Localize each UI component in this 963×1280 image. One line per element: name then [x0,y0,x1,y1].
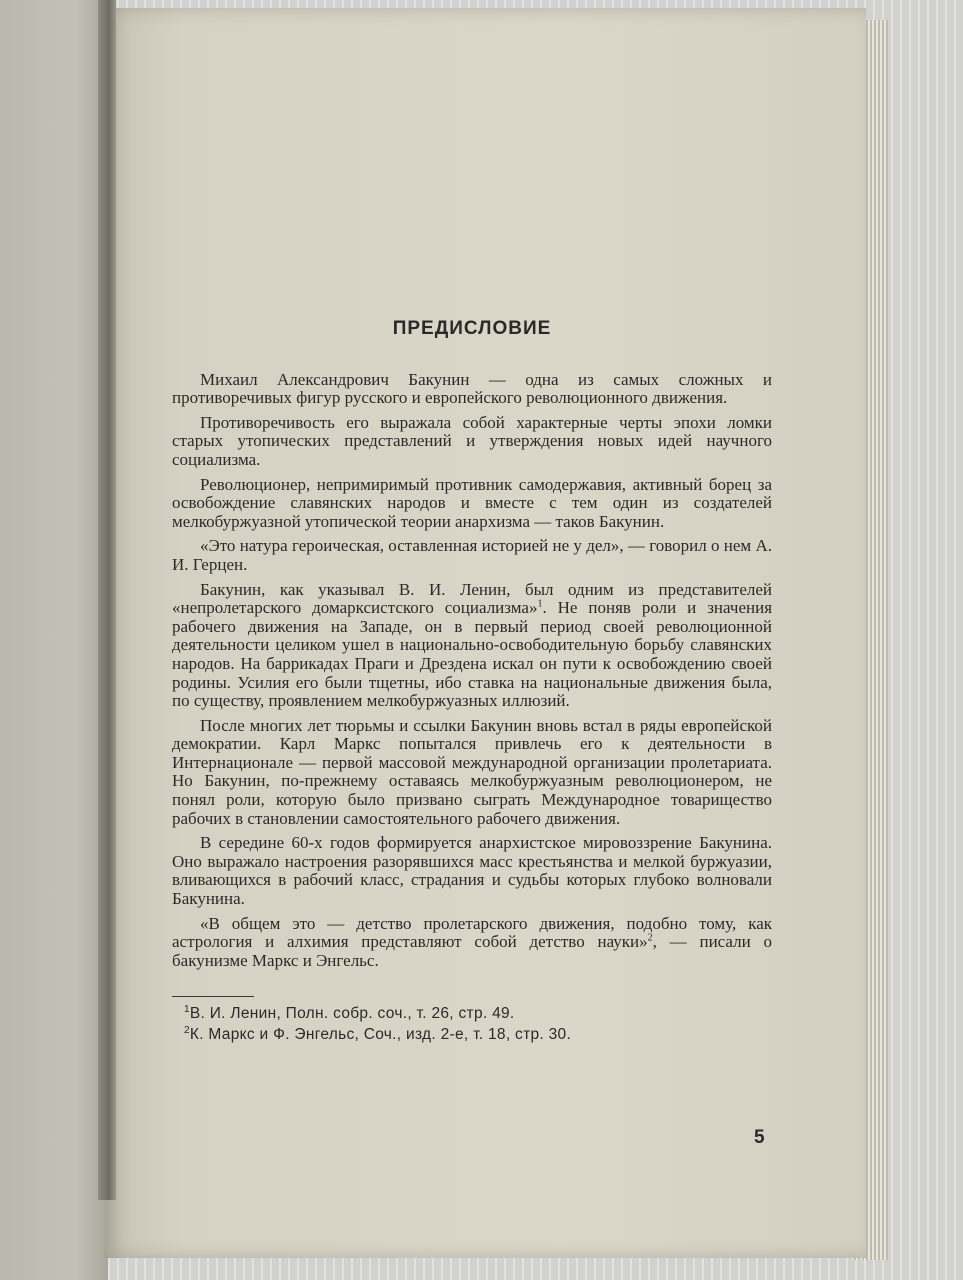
page-text [172,300,772,1045]
footnote-mark: 2 [184,1025,190,1037]
paragraph: Противоречивость его выражала собой характерные черты эпохи ломки старых утопических представлений и утверждения новых идей научного социализма. [172,412,772,469]
footnote-ref: 1 [537,598,543,610]
paragraph: Революционер, непримиримый противник самодержавия, активный борец за освобождение славянских народов и вместе с тем один из создателей мелкобуржуазной утопической теории анархизма — таков Бакунин. [172,474,772,531]
left-page [0,0,108,1280]
page-heading: ПРЕДИСЛОВИЕ [392,318,552,339]
footnote-mark: 1 [184,1004,190,1016]
footnote-ref: 2 [647,932,653,944]
paragraph: Михаил Александрович Бакунин — одна из самых сложных и противоречивых фигур русского и европейского революционного движения. [172,369,772,408]
paragraph-text: «В общем это — детство пролетарского движения, подобно тому, как астрология и алхимия представляют собой детство науки» [172,913,772,952]
footnote-text: В. И. Ленин, Полн. собр. соч., т. 26, стр. 49. [189,1005,515,1023]
paragraph [172,581,772,711]
footnote-divider [172,996,254,997]
book-spine [98,0,116,1200]
page-number: 5 [754,1127,765,1148]
paragraph: «Это натура героическая, оставленная историей не у дел», — говорил о нем А. И. Герцен. [172,536,772,574]
paragraph: После многих лет тюрьмы и ссылки Бакунин вновь встал в ряды европейской демократии. Карл Маркс попытался привлечь его к деятельности в Интернационале — первой массовой международной организации пролетариата. Но Бакунин, по-прежнему оставаясь мелкобуржуазным революционером, не понял роли, которую было призвано сыграть Международное товарищество рабочих в становлении самостоятельного рабочего движения. [172,715,772,828]
paragraph [172,915,772,971]
footnote [172,1003,772,1024]
paragraph-text: Бакунин, как указывал В. И. Ленин, был одним из представителей «непролетарского домарксистского социализма» [172,579,772,618]
paragraph: В середине 60-х годов формируется анархистское мировоззрение Бакунина. Оно выражало настроения разорявшихся масс крестьянства и мелкой буржуазии, вливающихся в рабочий класс, страдания и судьбы которых глубоко волновали Бакунина. [172,833,772,909]
paragraph-text: . Не поняв роли и значения рабочего движения на Западе, он в первый период своей революционной деятельности целиком ушел в национально-освободительную борьбу славянских народов. На баррикадах Праги и Дрездена искал он пути к освобождению своей родины. Усилия его были тщетны, ибо ставка на национальные движения была, по существу, проявлением мелкобуржуазных иллюзий. [172,598,773,711]
footnote [172,1024,772,1045]
paragraph-text: , — писали о бакунизме Маркс и Энгельс. [172,932,772,970]
footnote-text: К. Маркс и Ф. Энгельс, Соч., изд. 2-е, т. 18, стр. 30. [189,1026,572,1044]
